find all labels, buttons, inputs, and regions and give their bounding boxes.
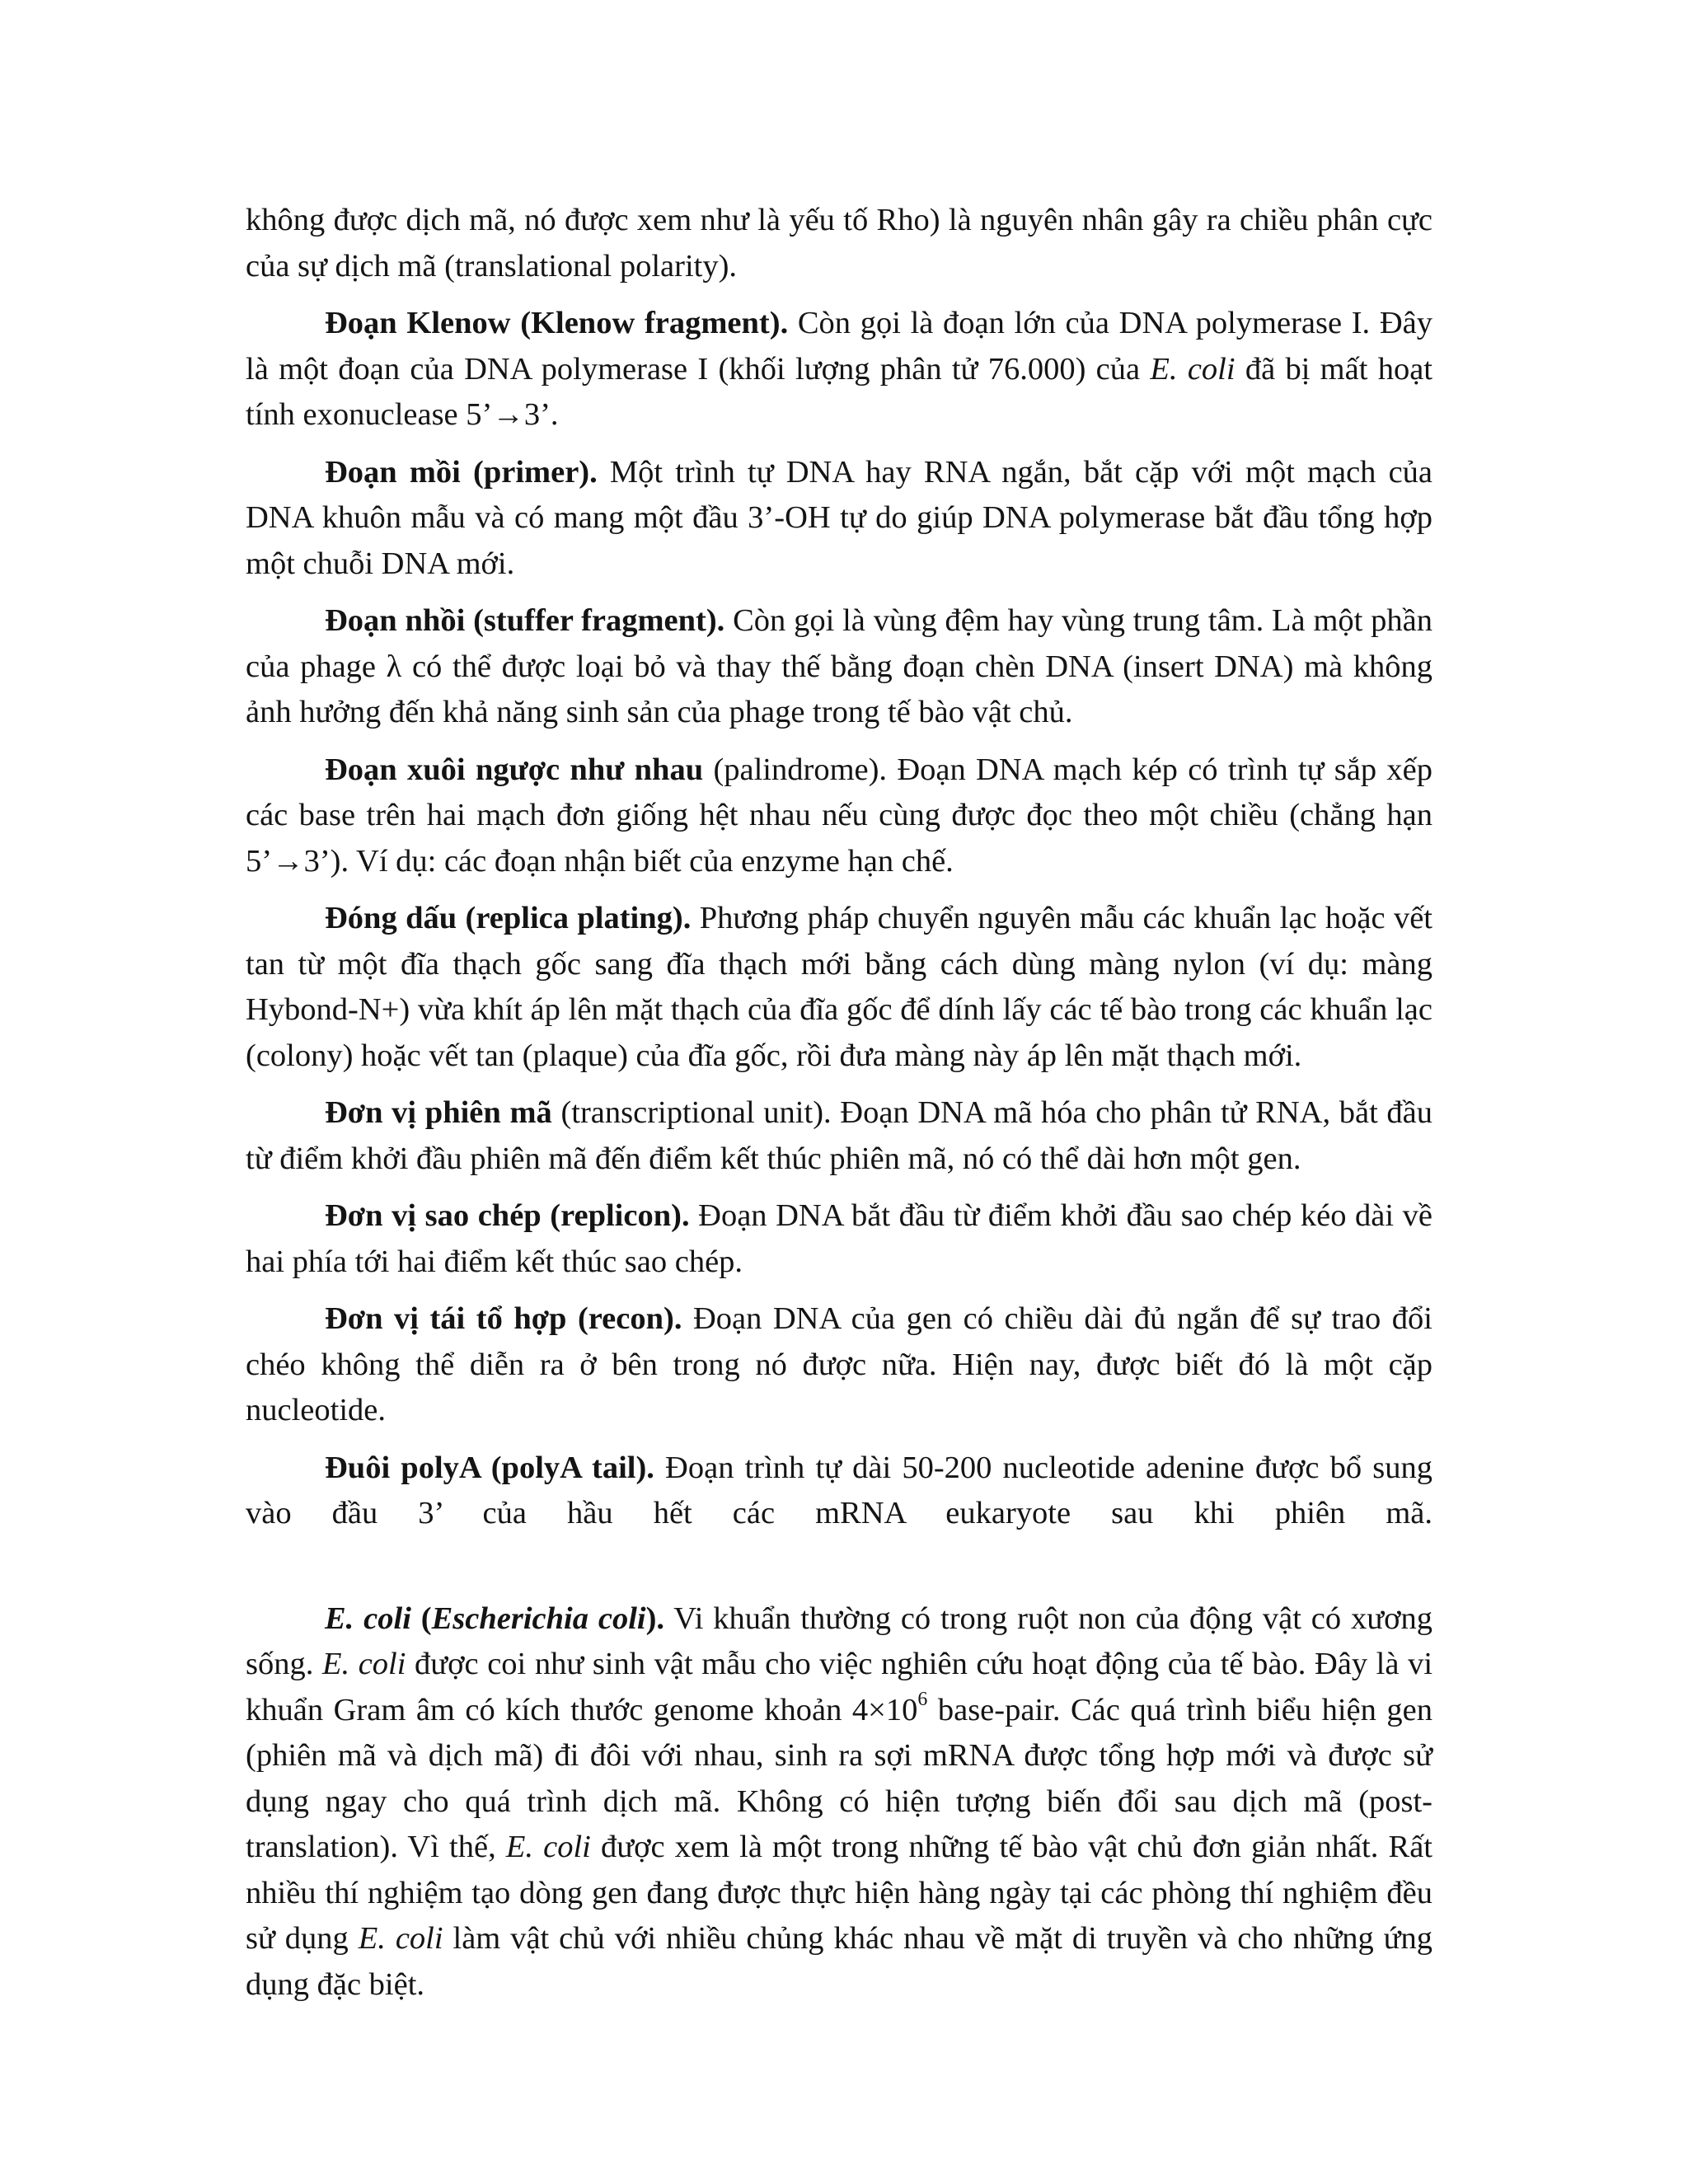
entry-text: Còn gọi là đoạn lớn của DNA polymerase I. Đây là một đoạn của DNA polymerase I (khối lượng phân tử 76.000) của — [246, 306, 1432, 387]
entry-term: Đuôi polyA (polyA tail). — [325, 1450, 654, 1485]
species-name: E. coli — [321, 1647, 406, 1681]
entry-text: Đoạn DNA của gen có chiều dài đủ ngắn để sự trao đổi chéo không thể diễn ra ở bên trong nó được nữa. Hiện nay, được biết đó là một cặp nucleotide. — [246, 1301, 1432, 1427]
continuation-paragraph — [246, 198, 1432, 289]
entry-text: Một trình tự DNA hay RNA ngắn, bắt cặp với một mạch của DNA khuôn mẫu và có mang một đầu 3’-OH tự do giúp DNA polymerase bắt đầu tổng hợp một chuỗi DNA mới. — [246, 454, 1432, 581]
entry-stuffer-fragment — [246, 598, 1432, 736]
entry-text: Vi khuẩn thường có trong ruột non của động vật có xương sống. — [246, 1601, 1432, 1681]
entry-term: Đoạn Klenow (Klenow fragment). — [325, 306, 789, 340]
entry-term: Đoạn mồi (primer). — [325, 454, 598, 490]
entry-text: được xem là một trong những tế bào vật chủ đơn giản nhất. Rất nhiều thí nghiệm tạo dòng gen đang được thực hiện hàng ngày tại các phòng thí nghiệm đều sử dụng — [246, 1830, 1432, 1956]
exponent: 6 — [917, 1688, 928, 1710]
entry-transcriptional-unit — [246, 1090, 1432, 1182]
entry-text: Đoạn DNA bắt đầu từ điểm khởi đầu sao chép kéo dài về hai phía tới hai điểm kết thúc sao chép. — [246, 1198, 1433, 1279]
term-punct: ( — [410, 1601, 432, 1636]
species-name: E. coli — [505, 1830, 591, 1864]
species-full-name: Escherichia coli — [431, 1601, 646, 1636]
document-page — [246, 198, 1432, 2019]
entry-term: Đóng dấu (replica plating). — [325, 901, 692, 935]
entry-text: Đoạn trình tự dài 50-200 nucleotide adenine được bổ sung vào đầu 3’ của hầu hết các mRNA eukaryote sau khi phiên mã. — [246, 1450, 1432, 1530]
entry-text: (transcriptional unit). Đoạn DNA mã hóa cho phân tử RNA, bắt đầu từ điểm khởi đầu phiên mã đến điểm kết thúc phiên mã, nó có thể dài hơn một gen. — [246, 1095, 1433, 1176]
term-punct: ). — [645, 1601, 665, 1636]
species-name: E. coli — [358, 1921, 443, 1956]
entry-replicon — [246, 1193, 1432, 1285]
entry-term: Đơn vị tái tổ hợp (recon). — [325, 1301, 682, 1336]
entry-term: Đơn vị sao chép (replicon). — [325, 1198, 690, 1233]
entry-e-coli — [246, 1596, 1432, 2008]
entry-primer — [246, 450, 1432, 588]
entry-text: Phương pháp chuyển nguyên mẫu các khuẩn lạc hoặc vết tan từ một đĩa thạch gốc sang đĩa thạch mới bằng cách dùng màng nylon (ví dụ: màng Hybond-N+) vừa khít áp lên mặt thạch của đĩa gốc để dính lấy các tế bào trong các khuẩn lạc (colony) hoặc vết tan (plaque) của đĩa gốc, rồi đưa màng này áp lên mặt thạch mới. — [246, 901, 1432, 1073]
entry-text: Còn gọi là vùng đệm hay vùng trung tâm. Là một phần của phage λ có thể được loại bỏ và thay thế bằng đoạn chèn DNA (insert DNA) mà không ảnh hưởng đến khả năng sinh sản của phage trong tế bào vật chủ. — [246, 603, 1432, 729]
entry-replica-plating — [246, 896, 1432, 1079]
entry-text: được coi như sinh vật mẫu cho việc nghiên cứu hoạt động của tế bào. Đây là vi khuẩn Gram âm có kích thước genome khoản 4×10 — [246, 1647, 1433, 1727]
entry-text: (palindrome). Đoạn DNA mạch kép có trình tự sắp xếp các base trên hai mạch đơn giống hệt nhau nếu cùng được đọc theo một chiều (chẳng hạn 5’→3’). Ví dụ: các đoạn nhận biết của enzyme hạn chế. — [246, 752, 1432, 879]
paragraph-gap — [246, 1549, 1432, 1596]
entry-term: Đoạn xuôi ngược như nhau — [325, 752, 704, 787]
entry-term: Đơn vị phiên mã — [325, 1095, 552, 1130]
entry-text: làm vật chủ với nhiều chủng khác nhau về mặt di truyền và cho những ứng dụng đặc biệt. — [246, 1921, 1433, 2002]
entry-term: Đoạn nhồi (stuffer fragment). — [325, 603, 725, 638]
entry-recon — [246, 1296, 1432, 1434]
entry-klenow-fragment — [246, 301, 1432, 438]
entry-text: đã bị mất hoạt tính exonuclease 5’→3’. — [246, 351, 1432, 432]
species-name: E. coli — [1150, 351, 1236, 387]
species-name: E. coli — [325, 1601, 411, 1636]
entry-text: base-pair. Các quá trình biểu hiện gen (phiên mã và dịch mã) đi đôi với nhau, sinh ra sợi mRNA được tổng hợp mới và được sử dụng ngay cho quá trình dịch mã. Không có hiện tượng biến đổi sau dịch mã (post-translation). Vì thế, — [246, 1692, 1432, 1864]
entry-term — [325, 1601, 664, 1636]
continuation-text: không được dịch mã, nó được xem như là yếu tố Rho) là nguyên nhân gây ra chiều phân cực của sự dịch mã (translational polarity). — [246, 203, 1432, 284]
entry-polya-tail — [246, 1446, 1432, 1537]
entry-palindrome — [246, 748, 1432, 885]
